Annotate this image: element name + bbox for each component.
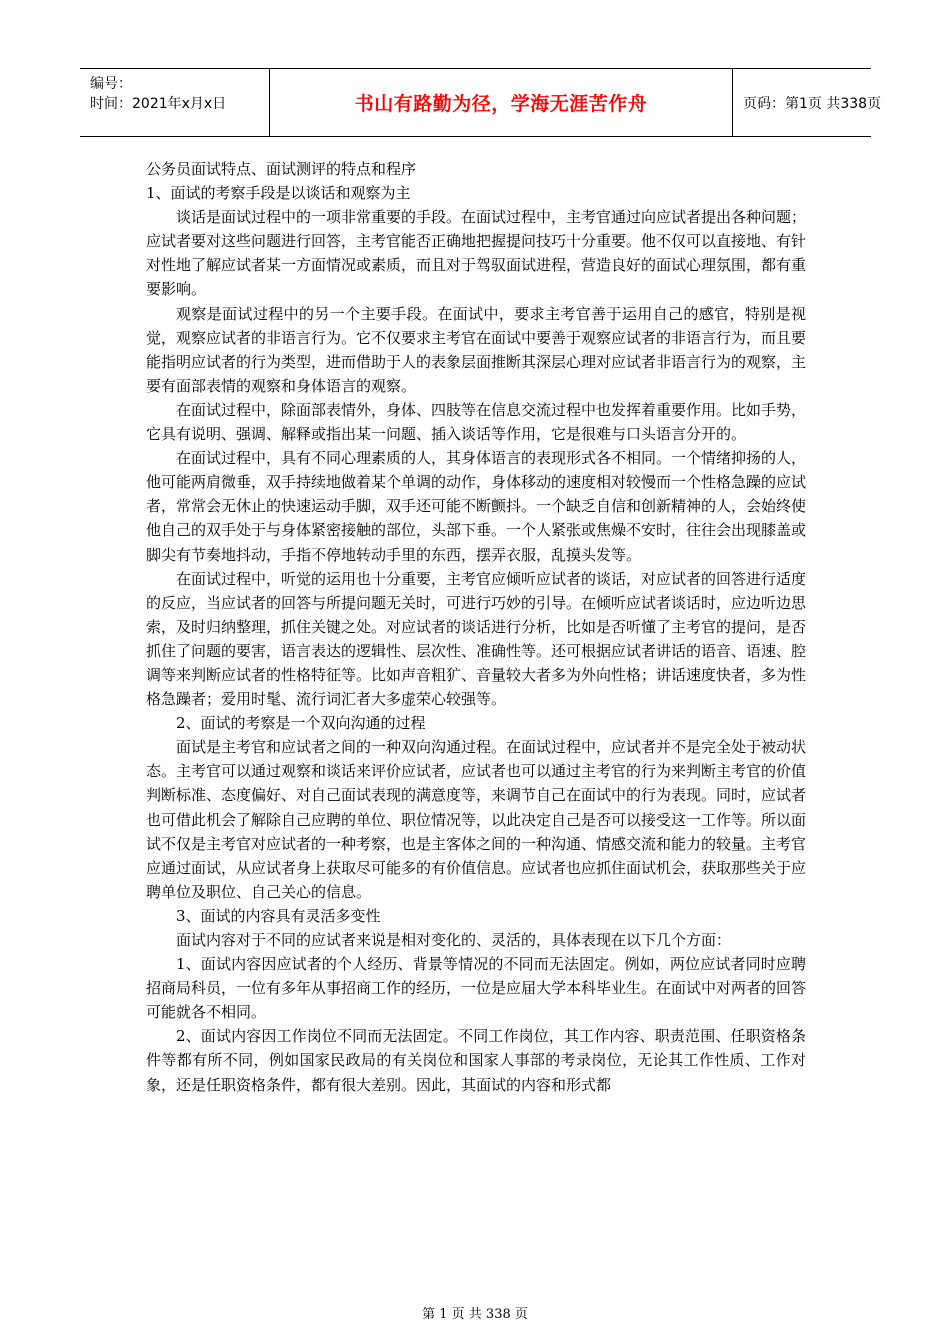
body-paragraph: 面试是主考官和应试者之间的一种双向沟通过程。在面试过程中，应试者并不是完全处于被动状态。主考官可以通过观察和谈话来评价应试者，应试者也可以通过主考官的行为来判断主考官的价值判断标准、态度偏好、对自己面试表现的满意度等，来调节自己在面试中的行为表现。同时，应试者也可借此机会了解除自己应聘的单位、职位情况等，以此决定自己是否可以接受这一工作等。所以面试不仅是主考官对应试者的一种考察，也是主客体之间的一种沟通、情感交流和能力的较量。主考官应通过面试，从应试者身上获取尽可能多的有价值信息。应试者也应抓住面试机会，获取那些关于应聘单位及职位、自己关心的信息。 xyxy=(146,738,807,901)
header-meta-cell xyxy=(80,69,270,136)
body-paragraph: 在面试过程中，具有不同心理素质的人，其身体语言的表现形式各不相同。一个情绪抑扬的人，他可能两肩微垂，双手持续地做着某个单调的动作，身体移动的速度相对较慢而一个性格急躁的应试者，常常会无休止的快速运动手脚，双手还可能不断颤抖。一个缺乏自信和创新精神的人，会始终使他自己的双手处于与身体紧密接触的部位，头部下垂。一个人紧张或焦燥不安时，往往会出现膝盖或脚尖有节奏地抖动，手指不停地转动手里的东西，摆弄衣服，乱摸头发等。 xyxy=(146,449,807,564)
body-paragraph: 观察是面试过程中的另一个主要手段。在面试中，要求主考官善于运用自己的感官，特别是视觉，观察应试者的非语言行为。它不仅要求主考官在面试中要善于观察应试者的非语言行为，而且要能指明应试者的行为类型，进而借助于人的表象层面推断其深层心理对应试者非语言行为的观察，主要有面部表情的观察和身体语言的观察。 xyxy=(146,304,807,395)
document-title: 公务员面试特点、面试测评的特点和程序 xyxy=(146,160,417,178)
section-heading: 1、面试的考察手段是以谈话和观察为主 xyxy=(146,184,411,203)
body-paragraph: 2、面试内容因工作岗位不同而无法固定。不同工作岗位，其工作内容、职责范围、任职资格条件等都有所不同，例如国家民政局的有关岗位和国家人事部的考录岗位，无论其工作性质、工作对象，还是任职资格条件，都有很大差别。因此，其面试的内容和形式都 xyxy=(146,1027,806,1094)
header-motto: 书山有路勤为径，学海无涯苦作舟 xyxy=(354,93,648,115)
header-page-cell xyxy=(733,69,882,136)
document-sections xyxy=(146,181,806,1097)
document-body xyxy=(146,157,806,1097)
document-number-label: 编号： xyxy=(90,76,132,92)
document-date: 时间：2021年x月x日 xyxy=(90,96,227,112)
body-paragraph: 在面试过程中，除面部表情外，身体、四肢等在信息交流过程中也发挥着重要作用。比如手势，它具有说明、强调、解释或指出某一问题、插入谈话等作用，它是很难与口头语言分开的。 xyxy=(146,400,807,444)
body-paragraph: 面试内容对于不同的应试者来说是相对变化的、灵活的，具体表现在以下几个方面： xyxy=(176,931,732,949)
footer-page-number: 第 1 页 共 338 页 xyxy=(422,1307,528,1322)
page-footer xyxy=(0,1303,950,1322)
document-header xyxy=(80,68,882,137)
section-heading: 2、面试的考察是一个双向沟通的过程 xyxy=(176,714,426,733)
section-heading: 3、面试的内容具有灵活多变性 xyxy=(176,906,381,925)
body-paragraph: 谈话是面试过程中的一项非常重要的手段。在面试过程中，主考官通过向应试者提出各种问题；应试者要对这些问题进行回答，主考官能否正确地把握提问技巧十分重要。他不仅可以直接地、有针对性地了解应试者某一方面情况或素质，而且对于驾驭面试进程，营造良好的面试心理氛围，都有重要影响。 xyxy=(146,208,807,299)
header-motto-cell xyxy=(270,69,733,136)
body-paragraph: 1、面试内容因应试者的个人经历、背景等情况的不同而无法固定。例如，两位应试者同时应聘招商局科员，一位有多年从事招商工作的经历，一位是应届大学本科毕业生。在面试中对两者的回答可能就各不相同。 xyxy=(146,955,807,1022)
header-page-info: 页码：第1页 共338页 xyxy=(743,95,882,112)
body-paragraph: 在面试过程中，听觉的运用也十分重要，主考官应倾听应试者的谈话，对应试者的回答进行适度的反应，当应试者的回答与所提问题无关时，可进行巧妙的引导。在倾听应试者谈话时，应边听边思索，及时归纳整理，抓住关键之处。对应试者的谈话进行分析，比如是否听懂了主考官的提问，是否抓住了问题的要害，语言表达的逻辑性、层次性、准确性等。还可根据应试者讲话的语音、语速、腔调等来判断应试者的性格特征等。比如声音粗犷、音量较大者多为外向性格；讲话速度快者，多为性格急躁者；爱用时髦、流行词汇者大多虚荣心较强等。 xyxy=(146,569,807,709)
